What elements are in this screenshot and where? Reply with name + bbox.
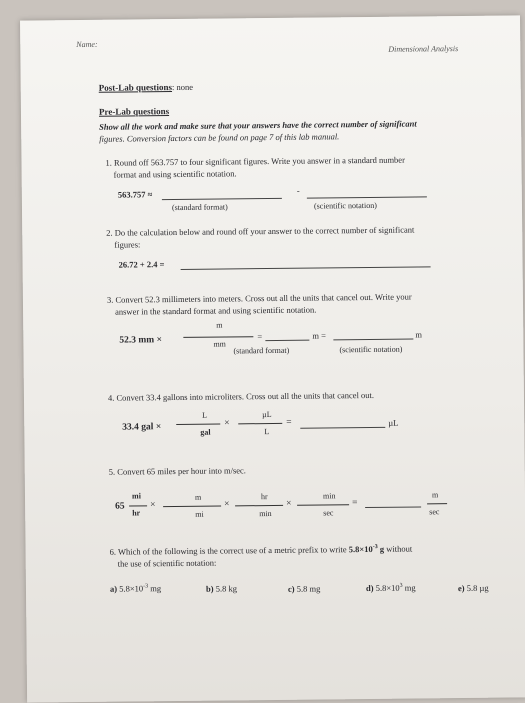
q1-expression: 563.757 ≈: [117, 189, 153, 200]
q2-text-line2: figures:: [114, 239, 141, 250]
option-text: 5.8×10: [119, 583, 144, 594]
postlab-heading: [99, 77, 193, 96]
q3-m-equals: m =: [312, 330, 326, 341]
option-text: 5.8 mg: [296, 583, 321, 594]
q5-result-bar: [427, 503, 447, 504]
q6-unit: g: [377, 543, 385, 554]
q3-fraction-numerator: m: [216, 320, 223, 330]
q3-label-standard: (standard format): [233, 345, 290, 356]
q5-factor3-bar: [297, 504, 349, 506]
option-text: 5.8 kg: [215, 583, 237, 594]
prelab-instructions-line2: figures. Conversion factors can be found on page 7 of this lab manual.: [99, 131, 340, 144]
q6-text-d: without: [384, 543, 413, 554]
option-unit: mg: [402, 582, 416, 593]
option-unit: mg: [148, 583, 162, 594]
q1-answer-scientific[interactable]: [307, 196, 427, 198]
q1-label-scientific: (scientific notation): [313, 200, 377, 211]
q2-answer-field[interactable]: [181, 266, 431, 270]
q5-factor3-denominator: sec: [323, 508, 334, 518]
q5-factor3-numerator: min: [322, 491, 336, 501]
q6-option-e[interactable]: [458, 583, 489, 593]
q6-exponent: -3: [372, 544, 378, 551]
q4-unit: µL: [388, 417, 399, 428]
option-text: 5.8×10: [375, 582, 400, 593]
q3-m-unit: m: [415, 329, 422, 340]
q5-factor1-denominator: mi: [195, 509, 204, 519]
q4-answer-field[interactable]: [300, 427, 385, 429]
q3-fraction-bar: [183, 336, 253, 338]
q6-text-line2: the use of scientific notation:: [117, 557, 217, 569]
q5-coefficient: 65: [115, 501, 125, 512]
q4-text-line1: 4. Convert 33.4 gallons into microliters. Cross out all the units that cancel out.: [107, 389, 375, 403]
q4-start: 33.4 gal ×: [122, 422, 162, 433]
q1-label-standard: (standard format): [171, 202, 228, 213]
prelab-heading: Pre-Lab questions: [98, 106, 170, 117]
option-key: c): [287, 583, 295, 594]
q5-answer-field[interactable]: [365, 506, 421, 508]
q2-expression: 26.72 + 2.4 =: [118, 259, 165, 270]
postlab-label: Post-Lab questions: [98, 82, 173, 93]
q4-factor2-bar: [238, 423, 282, 424]
option-exponent: 3: [399, 582, 403, 589]
q5-rate-denominator: hr: [132, 508, 141, 518]
q5-factor1-numerator: m: [194, 492, 202, 502]
q4-factor1-bar: [176, 424, 220, 425]
q3-answer-scientific[interactable]: [333, 339, 413, 341]
name-label: Name:: [76, 39, 98, 50]
q1-text-line1: 1. Round off 563.757 to four significant figures. Write you answer in a standard number: [105, 154, 405, 168]
q4-factor1-numerator: L: [202, 410, 208, 420]
q6-text-a: 6. Which of the following is the correct use of a metric prefix to write: [109, 544, 349, 557]
prelab-instructions-line1: Show all the work and make sure that your answers have the correct number of significant: [99, 118, 417, 132]
q6-option-a[interactable]: [110, 583, 161, 594]
q6-option-d[interactable]: [366, 583, 416, 594]
q6-option-c[interactable]: [288, 584, 320, 594]
q5-result-denominator: sec: [429, 507, 440, 517]
q3-start: 52.3 mm ×: [119, 335, 163, 346]
q6-text-line1: [110, 544, 413, 557]
q6-option-b[interactable]: [206, 583, 237, 593]
q5-equals: =: [352, 498, 358, 509]
q5-result-numerator: m: [431, 490, 439, 500]
q3-text-line2: answer in the standard format and using scientific notation.: [115, 304, 317, 317]
q5-factor2-bar: [235, 505, 283, 507]
q1-answer-standard[interactable]: [162, 198, 282, 200]
postlab-value: : none: [171, 81, 194, 93]
q5-text-line1: 5. Convert 65 miles per hour into m/sec.: [108, 465, 246, 477]
q1-dash: -: [296, 185, 300, 196]
q5-times-1: ×: [150, 500, 156, 511]
option-key: b): [205, 583, 214, 594]
q5-times-2: ×: [224, 499, 230, 510]
q1-text-line2: format and using scientific notation.: [113, 168, 237, 180]
q4-times: ×: [224, 418, 230, 429]
q5-factor2-numerator: hr: [260, 492, 268, 502]
q5-factor1-bar: [163, 506, 221, 508]
q5-rate-numerator: mi: [131, 491, 141, 501]
q4-factor2-denominator: L: [264, 427, 270, 437]
q5-rate-bar: [129, 505, 147, 506]
q3-label-scientific: (scientific notation): [339, 344, 403, 355]
q5-factor2-denominator: min: [259, 509, 272, 519]
q4-equals: =: [286, 417, 292, 428]
option-key: e): [457, 582, 465, 594]
q2-text-line1: 2. Do the calculation below and round off your answer to the correct number of significant: [106, 224, 415, 238]
q6-value: 5.8×10: [348, 543, 373, 555]
q5-times-3: ×: [286, 498, 292, 509]
option-key: d): [365, 582, 374, 594]
option-text: 5.8 µg: [466, 582, 489, 593]
q4-factor2-numerator: µL: [262, 410, 272, 420]
q3-fraction-denominator: mm: [213, 339, 226, 349]
worksheet-page: [20, 15, 525, 702]
page-title: Dimensional Analysis: [388, 44, 459, 54]
q4-factor1-denominator: gal: [200, 427, 211, 437]
option-exponent: -3: [143, 583, 149, 590]
q3-equals: =: [257, 331, 263, 342]
q3-text-line1: 3. Convert 52.3 millimeters into meters. Cross out all the units that cancel out. Write your: [106, 291, 412, 305]
q3-answer-standard[interactable]: [265, 340, 309, 341]
option-key: a): [109, 583, 118, 594]
